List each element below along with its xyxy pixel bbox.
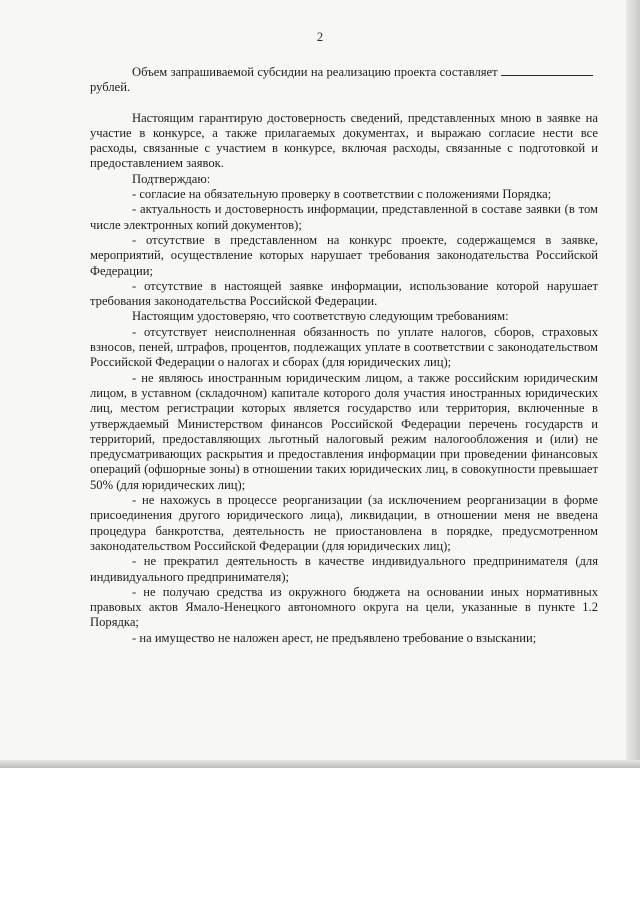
paragraph-requirement-item: - не нахожусь в процессе реорганизации (за исключением реорганизации в форме присоединения другого юридического лица), ликвидации, в отношении меня не введена процедура банкротства, деятельность не приостановлена в порядке, предусмотренном законодательством Российской Федерации (для юридических лиц); (90, 493, 598, 553)
page-right-edge (626, 0, 640, 768)
paragraph-requirement-item: - отсутствует неисполненная обязанность по уплате налогов, сборов, страховых взносов, пеней, штрафов, процентов, подлежащих уплате в соответствии с законодательством Российской Федерации о налогах и сборах (для юридических лиц); (90, 324, 598, 370)
paragraph-requirement-item: - не получаю средства из окружного бюджета на основании иных нормативных правовых актов Ямало-Ненецкого автономного округа на цели, указанные в пункте 1.2 Порядка; (90, 584, 598, 630)
paragraph-confirm-item: - согласие на обязательную проверку в соответствии с положениями Порядка; (132, 187, 552, 202)
paragraph-confirm-item: - актуальность и достоверность информации, представленной в составе заявки (в том числе электронных копий документов); (90, 202, 598, 232)
document-body (90, 64, 598, 646)
paragraph-confirm-item: - отсутствие в представленном на конкурс проекте, содержащемся в заявке, мероприятий, осуществление которых нарушает требования законодательства Российской Федерации; (90, 232, 598, 278)
paragraph-confirm-item: - отсутствие в настоящей заявке информации, использование которой нарушает требования законодательства Российской Федерации. (90, 278, 598, 309)
subsidy-paragraph (90, 64, 598, 96)
paragraph-confirm-heading: Подтверждаю: (132, 171, 211, 186)
paragraph-requirement-item: - не прекратил деятельность в качестве индивидуального предпринимателя (для индивидуального предпринимателя); (90, 554, 598, 584)
paragraph-requirement-item: - не являюсь иностранным юридическим лицом, а также российским юридическим лицом, в уставном (складочном) капитале которого доля участия иностранных юридических лиц, местом регистрации которых является государство или территория, включенные в утверждаемый Министерством финансов Российской Федерации перечень государств и территорий, предоставляющих льготный налоговый режим налогообложения и (или) не предусматривающих раскрытия и предоставления информации при проведении финансовых операций (офшорные зоны) в отношении таких юридических лиц, в совокупности превышает 50% (для юридических лиц); (90, 370, 598, 492)
paragraph-guarantee: Настоящим гарантирую достоверность сведений, представленных мною в заявке на участие в конкурсе, а также прилагаемых документах, и выражаю согласие нести все расходы, связанные с участием в конкурсе, включая расходы, связанные с подготовкой и предоставлением заявок. (90, 110, 598, 171)
paragraph-requirement-item: - на имущество не наложен арест, не предъявлено требование о взыскании; (132, 630, 537, 645)
page-bottom-edge (0, 760, 640, 768)
subsidy-text: Объем запрашиваемой субсидии на реализацию проекта составляет (132, 65, 498, 79)
paragraph-certify-heading: Настоящим удостоверяю, что соответствую следующим требованиям: (132, 309, 509, 324)
page-number: 2 (316, 30, 324, 44)
subsidy-amount-blank (501, 64, 593, 76)
subsidy-currency: рублей. (90, 80, 131, 95)
